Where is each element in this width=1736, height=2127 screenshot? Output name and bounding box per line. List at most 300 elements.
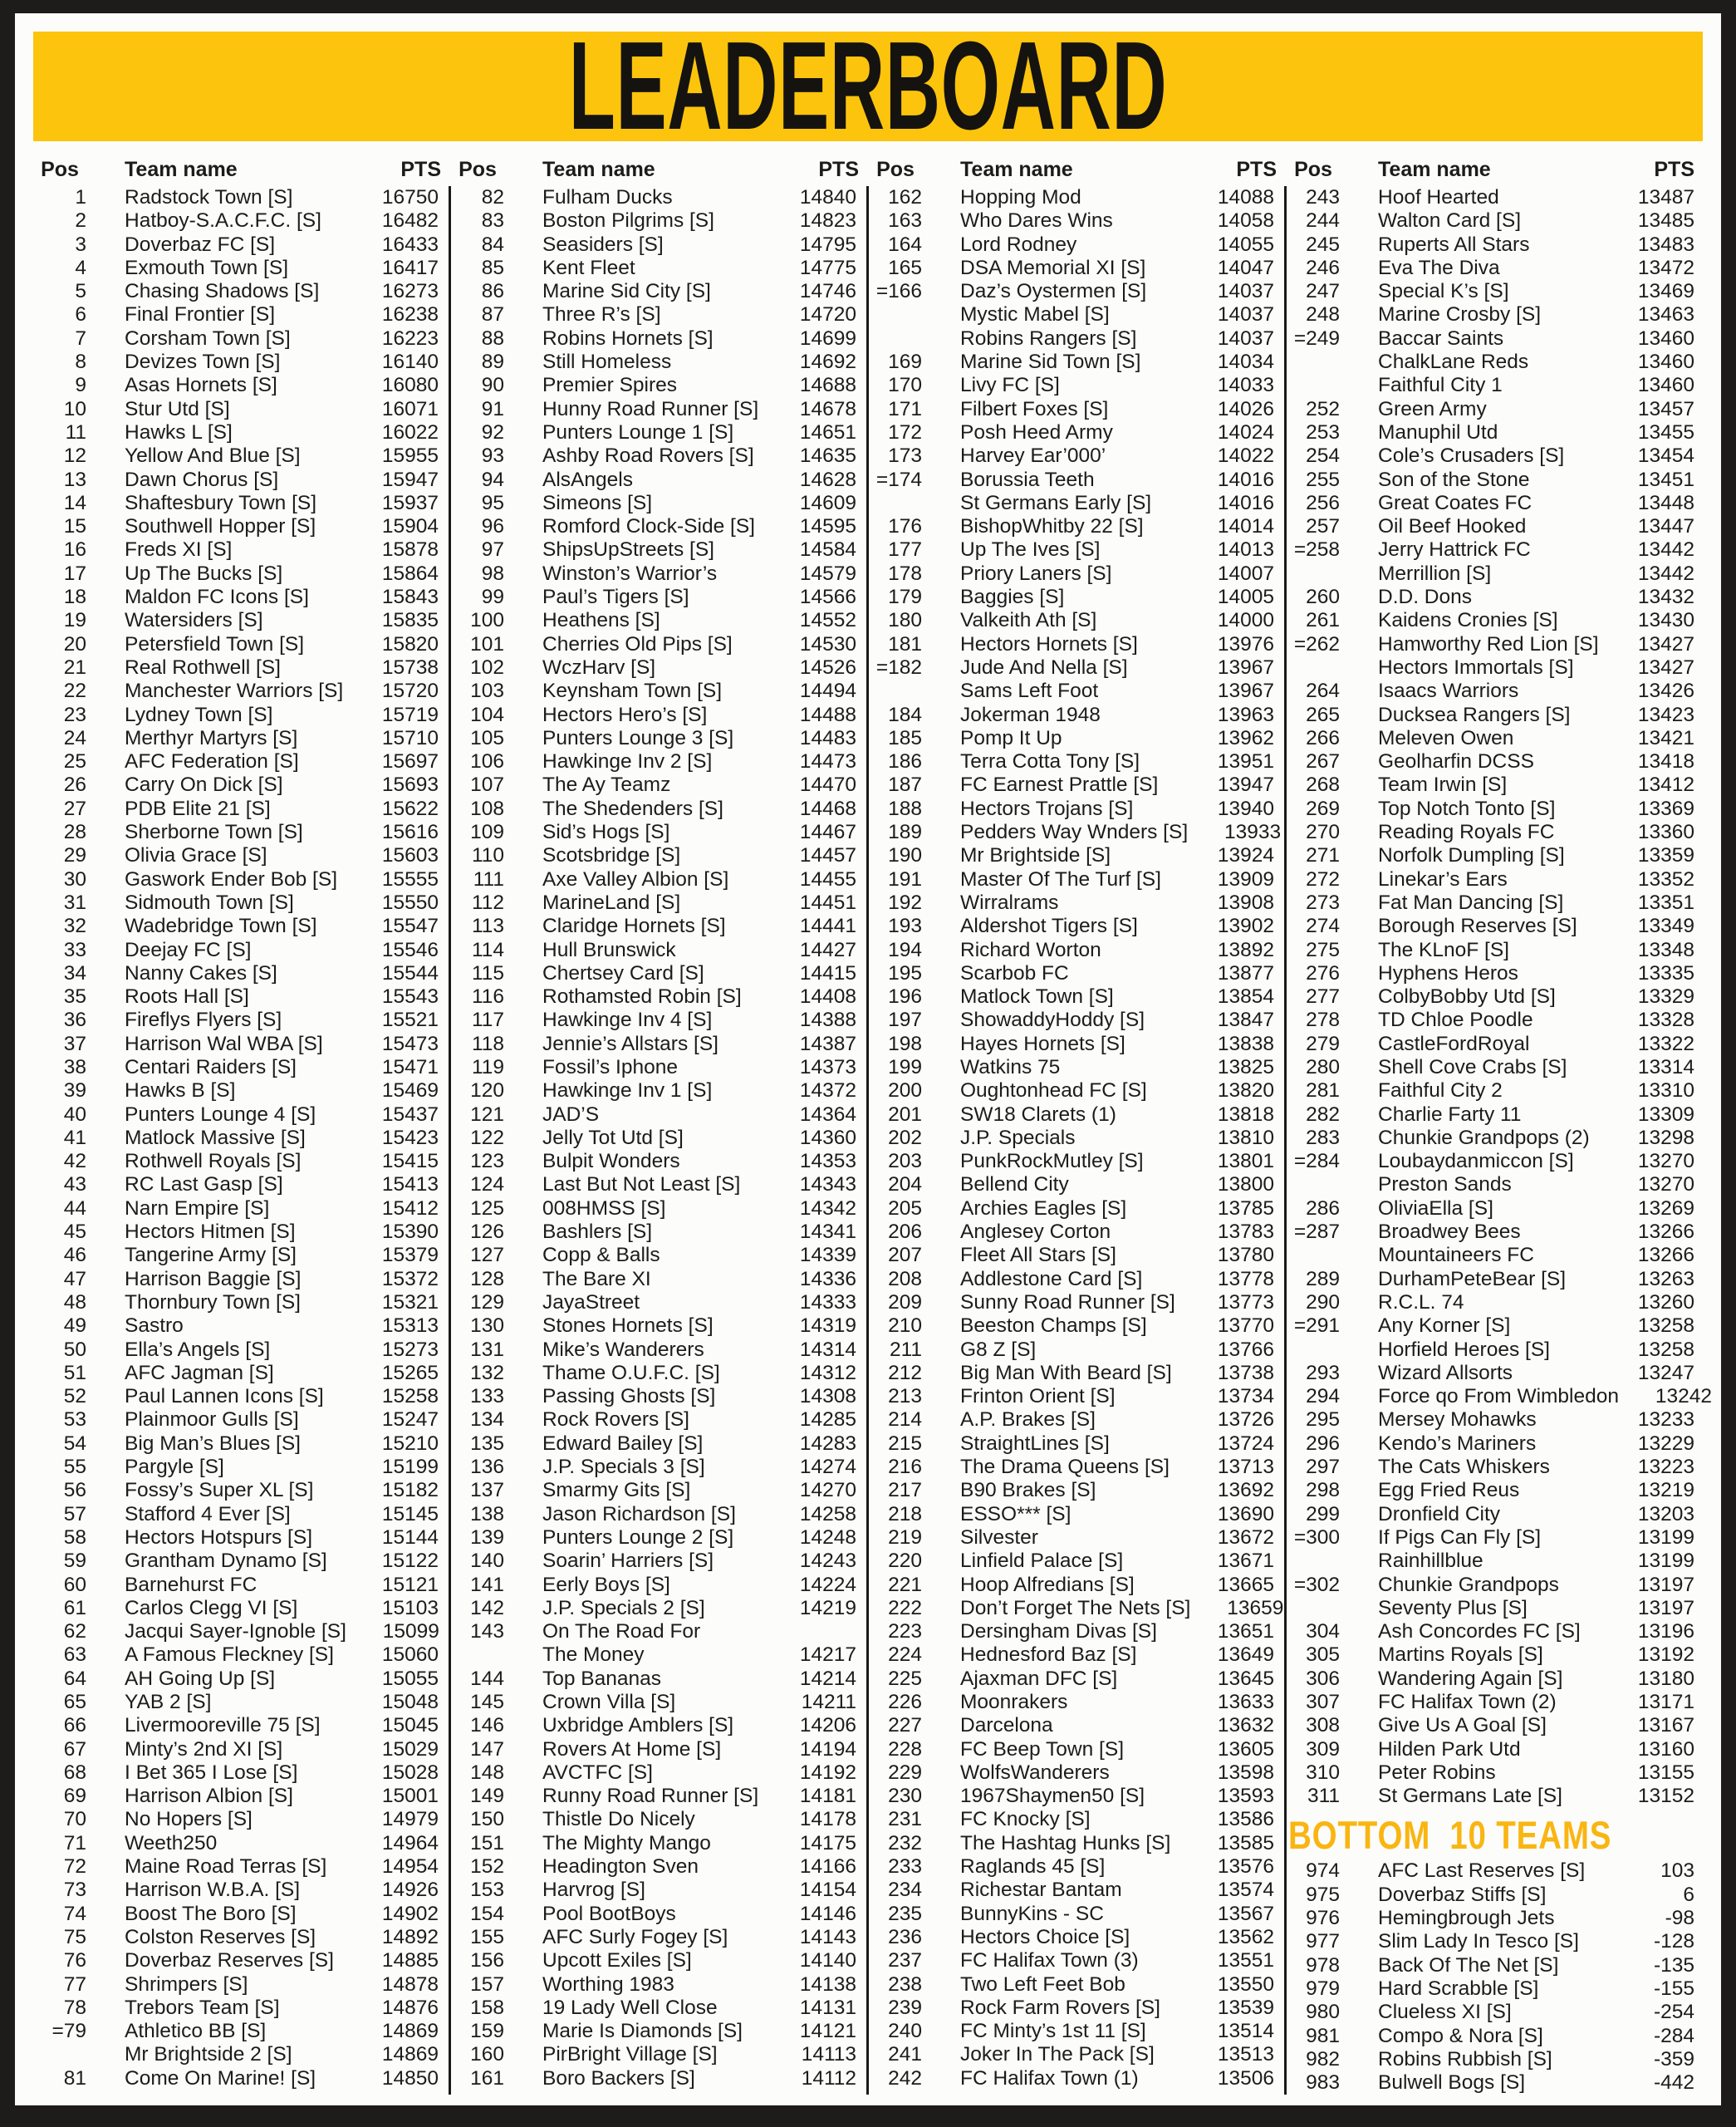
table-row: [869, 915, 1284, 938]
row-position: 86: [481, 280, 504, 303]
table-row: [869, 1173, 1284, 1196]
row-team-name: St Germans Early [S]: [960, 491, 1152, 514]
row-position: 309: [1306, 1737, 1340, 1761]
row-points: 13412: [1637, 774, 1694, 797]
table-row: [451, 374, 866, 397]
row-position: 63: [63, 1643, 86, 1667]
row-position: 191: [888, 867, 922, 891]
row-position: 225: [888, 1667, 922, 1690]
row-position: 981: [1306, 2024, 1340, 2047]
row-team-name: Up The Ives [S]: [960, 538, 1101, 562]
table-row: [869, 1903, 1284, 1926]
row-position: 65: [63, 1691, 86, 1713]
table-row: [33, 1456, 449, 1479]
table-row: [869, 1268, 1284, 1291]
table-row: [869, 421, 1284, 445]
table-row: [33, 1808, 449, 1831]
table-row: [451, 2020, 866, 2043]
row-points: 15321: [381, 1290, 439, 1314]
row-points: 14954: [381, 1855, 439, 1879]
row-team-name: Headington Sven: [542, 1855, 699, 1879]
row-position: 264: [1306, 680, 1340, 703]
row-points: 13167: [1637, 1714, 1694, 1737]
row-team-name: Kent Fleet: [542, 256, 635, 279]
table-row: [451, 257, 866, 280]
row-team-name: FC Minty’s 1st 11 [S]: [960, 2020, 1146, 2043]
table-row: [451, 633, 866, 656]
row-position: 38: [63, 1055, 86, 1078]
row-points: 16482: [381, 209, 439, 233]
row-points: 15437: [381, 1103, 439, 1126]
row-position: 5: [75, 280, 86, 303]
row-position: 69: [63, 1785, 86, 1808]
header-pos: Pos: [41, 157, 79, 181]
row-points: 14876: [381, 1996, 439, 2019]
row-points: 16223: [381, 327, 439, 350]
row-points: 14388: [799, 1009, 856, 1032]
table-row: [451, 280, 866, 303]
row-position: 209: [888, 1290, 922, 1314]
row-team-name: Harrison Albion [S]: [125, 1785, 293, 1808]
row-team-name: Pomp It Up: [960, 726, 1062, 749]
table-row: [451, 1926, 866, 1949]
table-row: [869, 280, 1284, 303]
row-points: 14387: [799, 1032, 856, 1055]
table-row: [451, 1949, 866, 1972]
row-points: 13423: [1637, 703, 1694, 726]
column-1: [33, 153, 451, 2095]
row-points: 14609: [799, 491, 856, 514]
row-team-name: Still Homeless: [542, 351, 672, 374]
table-row: [451, 1620, 866, 1643]
table-row: [869, 351, 1284, 374]
row-team-name: Wizard Allsorts: [1378, 1361, 1513, 1384]
row-team-name: RC Last Gasp [S]: [125, 1173, 283, 1196]
row-points: 14312: [799, 1361, 856, 1384]
row-points: 14214: [799, 1667, 856, 1690]
table-row: [451, 1244, 866, 1267]
row-team-name: Don’t Forget The Nets [S]: [960, 1596, 1191, 1619]
row-position: 269: [1306, 797, 1340, 820]
row-team-name: Compo & Nora [S]: [1378, 2024, 1543, 2047]
row-points: 13770: [1217, 1314, 1274, 1338]
row-team-name: Frinton Orient [S]: [960, 1385, 1116, 1408]
row-team-name: SW18 Clarets (1): [960, 1103, 1116, 1126]
row-points: 15182: [381, 1479, 439, 1502]
row-team-name: Baccar Saints: [1378, 327, 1504, 350]
row-team-name: Simeons [S]: [542, 491, 653, 514]
row-points: 13197: [1637, 1596, 1694, 1619]
table-row: [869, 327, 1284, 351]
row-points: 16273: [381, 280, 439, 303]
table-row: [33, 1079, 449, 1103]
table-row: [869, 374, 1284, 397]
row-points: 14840: [799, 186, 856, 209]
row-position: 197: [888, 1009, 922, 1032]
table-row: [33, 1879, 449, 1902]
row-points: 14688: [799, 374, 856, 397]
row-team-name: Hectors Hotspurs [S]: [125, 1525, 313, 1549]
row-team-name: Crown Villa [S]: [542, 1691, 676, 1713]
row-team-name: Oil Beef Hooked: [1378, 515, 1527, 538]
row-team-name: Plainmoor Gulls [S]: [125, 1408, 299, 1432]
row-team-name: Boston Pilgrims [S]: [542, 209, 714, 233]
row-points: 15544: [381, 961, 439, 985]
row-position: 222: [888, 1596, 922, 1619]
row-team-name: Sherborne Town [S]: [125, 821, 303, 844]
row-team-name: Sunny Road Runner [S]: [960, 1290, 1175, 1314]
row-points: 14034: [1217, 351, 1274, 374]
table-row: [869, 1221, 1284, 1244]
row-points: 15028: [381, 1761, 439, 1784]
column-4-main-rows: [1287, 186, 1713, 1808]
table-row: [1287, 303, 1704, 327]
table-row: [869, 1855, 1284, 1879]
row-points: 14055: [1217, 233, 1274, 256]
row-position: 15: [63, 515, 86, 538]
table-row: [869, 1550, 1284, 1573]
row-team-name: Broadwey Bees: [1378, 1221, 1521, 1244]
row-team-name: On The Road For: [542, 1620, 701, 1643]
row-points: 13260: [1637, 1290, 1694, 1314]
row-position: 230: [888, 1785, 922, 1808]
row-points: 13418: [1637, 750, 1694, 774]
row-points: 16433: [381, 233, 439, 256]
row-team-name: AH Going Up [S]: [125, 1667, 276, 1690]
table-row: [869, 1785, 1284, 1808]
table-row: [1287, 562, 1704, 586]
row-team-name: Ella’s Angels [S]: [125, 1338, 271, 1361]
row-position: 173: [888, 445, 922, 468]
table-row: [1287, 1977, 1704, 2001]
row-points: 14651: [799, 420, 856, 444]
row-position: 180: [888, 609, 922, 632]
table-row: [869, 1738, 1284, 1761]
row-position: 234: [888, 1879, 922, 1902]
row-team-name: Hectors Hitmen [S]: [125, 1221, 296, 1244]
row-position: =262: [1293, 632, 1340, 656]
row-points: 13155: [1637, 1761, 1694, 1784]
row-points: 13513: [1217, 2043, 1274, 2066]
table-row: [33, 868, 449, 892]
row-position: 246: [1306, 256, 1340, 279]
row-position: 93: [481, 445, 504, 468]
table-row: [33, 1385, 449, 1408]
row-position: 276: [1306, 961, 1340, 985]
table-row: [33, 1291, 449, 1314]
row-position: 304: [1306, 1620, 1340, 1643]
row-position: 274: [1306, 915, 1340, 938]
row-points: 13783: [1217, 1221, 1274, 1244]
row-points: 16417: [381, 256, 439, 279]
row-points: 13820: [1217, 1079, 1274, 1103]
row-points: 15693: [381, 774, 439, 797]
row-points: 15060: [381, 1643, 439, 1667]
row-position: 229: [888, 1761, 922, 1784]
row-position: 279: [1306, 1032, 1340, 1055]
row-position: 158: [470, 1996, 504, 2019]
row-points: 14373: [799, 1055, 856, 1078]
table-row: [33, 844, 449, 867]
row-points: 15603: [381, 844, 439, 867]
row-points: 15720: [381, 680, 439, 703]
table-row: [869, 1620, 1284, 1643]
row-team-name: Minty’s 2nd XI [S]: [125, 1737, 283, 1761]
row-team-name: Big Man’s Blues [S]: [125, 1432, 301, 1455]
row-points: 13665: [1217, 1573, 1274, 1596]
table-row: [33, 821, 449, 844]
row-team-name: Carry On Dick [S]: [125, 774, 283, 797]
row-position: 144: [470, 1667, 504, 1690]
row-points: 14584: [799, 538, 856, 562]
row-position: 203: [888, 1150, 922, 1173]
row-team-name: Real Rothwell [S]: [125, 656, 281, 679]
table-row: [33, 1503, 449, 1526]
row-points: 13825: [1217, 1055, 1274, 1078]
header-pts: PTS: [1236, 157, 1277, 181]
row-position: 310: [1306, 1761, 1340, 1784]
row-team-name: Ajaxman DFC [S]: [960, 1667, 1118, 1690]
table-row: [33, 562, 449, 586]
row-position: 207: [888, 1244, 922, 1267]
row-points: 13442: [1637, 562, 1694, 585]
row-position: 238: [888, 1972, 922, 1996]
table-row: [33, 515, 449, 538]
table-row: [451, 844, 866, 867]
table-row: [451, 209, 866, 233]
row-team-name: Punters Lounge 2 [S]: [542, 1525, 734, 1549]
row-team-name: Chunkie Grandpops: [1378, 1573, 1559, 1596]
row-team-name: Watkins 75: [960, 1055, 1061, 1078]
row-points: 14314: [799, 1338, 856, 1361]
row-position: 185: [888, 726, 922, 749]
row-team-name: Priory Laners [S]: [960, 562, 1112, 585]
row-points: 13909: [1217, 867, 1274, 891]
row-position: 111: [473, 867, 504, 891]
table-row: [869, 1362, 1284, 1385]
row-team-name: B90 Brakes [S]: [960, 1479, 1096, 1502]
row-position: 116: [471, 985, 504, 1009]
row-points: 13223: [1637, 1456, 1694, 1479]
table-row: [869, 1526, 1284, 1550]
table-row: [33, 421, 449, 445]
row-position: 44: [63, 1196, 86, 1220]
table-row: [33, 656, 449, 680]
table-row: [869, 515, 1284, 538]
row-position: 242: [888, 2066, 922, 2090]
table-row: [1287, 1033, 1704, 1056]
table-row: [33, 1221, 449, 1244]
table-row: [1287, 2048, 1704, 2071]
row-points: 13457: [1637, 397, 1694, 420]
row-points: 13421: [1637, 726, 1694, 749]
page-title: LEADERBOARD: [568, 16, 1168, 156]
row-points: 15543: [381, 985, 439, 1009]
row-points: 14274: [799, 1456, 856, 1479]
row-team-name: DurhamPeteBear [S]: [1378, 1267, 1567, 1290]
row-points: 13460: [1637, 327, 1694, 350]
row-position: 46: [63, 1244, 86, 1267]
table-row: [33, 586, 449, 609]
row-position: 74: [63, 1902, 86, 1925]
table-row: [869, 1244, 1284, 1267]
row-team-name: Anglesey Corton: [960, 1221, 1111, 1244]
row-points: 13963: [1217, 703, 1274, 726]
row-points: 13427: [1637, 632, 1694, 656]
row-team-name: Hectors Choice [S]: [960, 1925, 1130, 1948]
row-position: 297: [1306, 1456, 1340, 1479]
row-team-name: Lord Rodney: [960, 233, 1077, 256]
row-points: 13298: [1637, 1126, 1694, 1149]
table-row: [451, 727, 866, 750]
row-team-name: Marie Is Diamonds [S]: [542, 2020, 743, 2043]
row-points: 14488: [799, 703, 856, 726]
row-team-name: AFC Federation [S]: [125, 750, 299, 774]
row-points: 15001: [381, 1785, 439, 1808]
row-position: 110: [471, 844, 504, 867]
row-position: 30: [63, 867, 86, 891]
row-team-name: Terra Cotta Tony [S]: [960, 750, 1140, 774]
table-row: [869, 1103, 1284, 1127]
table-row: [1287, 233, 1704, 257]
row-position: 33: [63, 938, 86, 961]
row-team-name: Narn Empire [S]: [125, 1196, 270, 1220]
row-points: 14192: [799, 1761, 856, 1784]
row-points: 13649: [1217, 1643, 1274, 1667]
row-points: 13203: [1637, 1502, 1694, 1525]
table-row: [33, 280, 449, 303]
table-row: [1287, 704, 1704, 727]
row-team-name: Hawks B [S]: [125, 1079, 236, 1103]
row-position: 92: [481, 420, 504, 444]
row-team-name: Jennie’s Allstars [S]: [542, 1032, 718, 1055]
table-row: [451, 1903, 866, 1926]
row-points: 13451: [1637, 468, 1694, 491]
table-row: [1287, 469, 1704, 492]
row-position: 48: [63, 1290, 86, 1314]
row-team-name: Athletico BB [S]: [125, 2020, 267, 2043]
table-row: [869, 1668, 1284, 1691]
row-position: 257: [1306, 515, 1340, 538]
row-position: 980: [1306, 2001, 1340, 2024]
table-row: [1287, 680, 1704, 703]
row-team-name: Claridge Hornets [S]: [542, 915, 726, 938]
row-team-name: Cherries Old Pips [S]: [542, 632, 733, 656]
table-row: [33, 774, 449, 797]
row-position: 978: [1306, 1953, 1340, 1977]
table-row: [451, 469, 866, 492]
row-team-name: Last But Not Least [S]: [542, 1173, 741, 1196]
row-position: 64: [63, 1667, 86, 1690]
row-team-name: Master Of The Turf [S]: [960, 867, 1161, 891]
row-points: 15199: [381, 1456, 439, 1479]
row-points: 13818: [1217, 1103, 1274, 1126]
row-team-name: WolfsWanderers: [960, 1761, 1110, 1784]
table-row: [869, 1314, 1284, 1338]
row-team-name: D.D. Dons: [1378, 586, 1473, 609]
row-position: =302: [1293, 1573, 1340, 1596]
table-row: [451, 515, 866, 538]
row-team-name: Come On Marine! [S]: [125, 2066, 316, 2090]
row-points: 13430: [1637, 609, 1694, 632]
row-points: 13369: [1637, 797, 1694, 820]
row-team-name: Boro Backers [S]: [542, 2066, 695, 2090]
row-team-name: Moonrakers: [960, 1691, 1068, 1713]
table-row: [1287, 1385, 1713, 1408]
row-position: 123: [470, 1150, 504, 1173]
row-team-name: Robins Hornets [S]: [542, 327, 714, 350]
row-position: =291: [1293, 1314, 1340, 1338]
row-points: 14088: [1217, 186, 1274, 209]
row-position: =249: [1293, 327, 1340, 350]
row-team-name: Three R’s [S]: [542, 303, 661, 327]
row-position: 60: [63, 1573, 86, 1596]
table-row: [451, 939, 866, 962]
table-row: [451, 1526, 866, 1550]
table-row: [869, 1973, 1284, 1997]
row-team-name: Scarbob FC: [960, 961, 1069, 985]
table-row: [33, 1103, 449, 1127]
row-team-name: Petersfield Town [S]: [125, 632, 305, 656]
row-position: 220: [888, 1550, 922, 1573]
row-position: 67: [63, 1737, 86, 1761]
row-team-name: TD Chloe Poodle: [1378, 1009, 1533, 1032]
table-row: [33, 1574, 449, 1597]
row-points: 13266: [1637, 1244, 1694, 1267]
table-row: [869, 2043, 1284, 2066]
table-row: [451, 586, 866, 609]
row-position: 156: [470, 1949, 504, 1972]
table-row: [869, 233, 1284, 257]
table-row: [1287, 327, 1704, 351]
table-row: [869, 1408, 1284, 1432]
row-points: 13197: [1637, 1573, 1694, 1596]
row-team-name: Mr Brightside [S]: [960, 844, 1111, 867]
row-position: 137: [470, 1479, 504, 1502]
row-points: 14022: [1217, 445, 1274, 468]
table-row: [1287, 798, 1704, 821]
row-position: 979: [1306, 1977, 1340, 2000]
row-points: 13199: [1637, 1550, 1694, 1573]
row-team-name: The KLnoF [S]: [1378, 938, 1509, 961]
row-team-name: Mr Brightside 2 [S]: [125, 2043, 292, 2066]
table-row: [451, 1714, 866, 1737]
row-team-name: If Pigs Can Fly [S]: [1378, 1525, 1542, 1549]
table-row: [33, 1714, 449, 1737]
row-points: 14014: [1217, 515, 1274, 538]
row-team-name: Force qo From Wimbledon: [1378, 1385, 1620, 1408]
table-row: [33, 1903, 449, 1926]
row-points: 13892: [1217, 938, 1274, 961]
column-4: [1287, 153, 1713, 2095]
row-team-name: Trebors Team [S]: [125, 1996, 280, 2019]
row-position: 206: [888, 1221, 922, 1244]
row-team-name: Scotsbridge [S]: [542, 844, 681, 867]
table-row: [869, 1879, 1284, 1902]
row-team-name: Chertsey Card [S]: [542, 961, 704, 985]
table-row: [1287, 1714, 1704, 1737]
row-points: 15878: [381, 538, 439, 562]
row-team-name: Yellow And Blue [S]: [125, 445, 301, 468]
row-points: 14795: [799, 233, 856, 256]
row-team-name: Jokerman 1948: [960, 703, 1101, 726]
row-points: 16080: [381, 374, 439, 397]
row-points: -128: [1653, 1930, 1694, 1953]
row-points: 13469: [1637, 280, 1694, 303]
table-row: [451, 750, 866, 774]
row-points: 13432: [1637, 586, 1694, 609]
row-points: 15550: [381, 891, 439, 914]
